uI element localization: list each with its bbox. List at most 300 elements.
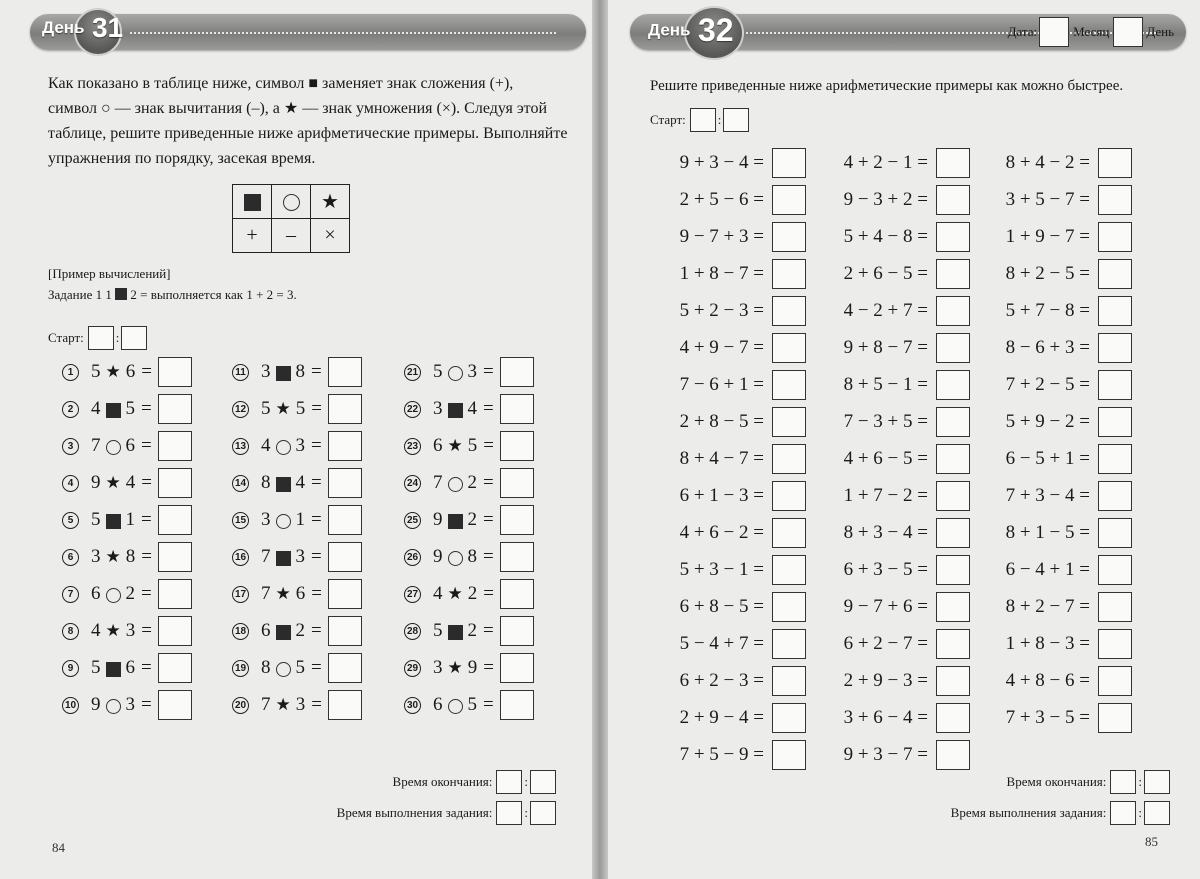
problem-expression: 8 + 1 − 5 = — [1005, 522, 1090, 543]
problem-expression: 6 + 8 − 5 = — [679, 596, 764, 617]
answer-box[interactable] — [772, 185, 806, 215]
problem-number: 10 — [62, 697, 79, 714]
answer-box[interactable] — [936, 481, 970, 511]
problem-item — [232, 468, 362, 498]
equals-sign: = — [483, 694, 494, 715]
problem-number: 25 — [404, 512, 421, 529]
problem-number: 20 — [232, 697, 249, 714]
duration-label: Время выполнения задания: — [336, 805, 493, 820]
operand-b: 4 — [467, 398, 477, 419]
operand-a: 7 — [91, 435, 101, 456]
problem-item — [680, 703, 806, 733]
problem-number: 17 — [232, 586, 249, 603]
problem-item — [62, 542, 192, 572]
problem-number: 4 — [62, 475, 79, 492]
operand-a: 8 — [261, 472, 271, 493]
circle-icon — [448, 473, 463, 493]
problem-item — [680, 185, 806, 215]
circle-icon — [106, 584, 121, 604]
duration-minutes-box[interactable] — [1144, 801, 1170, 825]
answer-box[interactable] — [936, 296, 970, 326]
problem-item — [680, 370, 806, 400]
problem-number: 26 — [404, 549, 421, 566]
problem-number: 1 — [62, 364, 79, 381]
equals-sign: = — [141, 509, 152, 530]
circle-icon — [448, 362, 463, 382]
answer-box[interactable] — [1098, 666, 1132, 696]
problem-item — [62, 616, 192, 646]
square-icon — [244, 194, 261, 211]
symbol-table — [232, 184, 350, 253]
problem-item — [232, 505, 362, 535]
answer-box[interactable] — [328, 394, 362, 424]
problem-item — [1006, 333, 1132, 363]
problem-expression: 8 + 4 − 2 = — [1005, 152, 1090, 173]
start-minutes-box[interactable] — [723, 108, 749, 132]
problem-item — [1006, 407, 1132, 437]
answer-box[interactable] — [328, 616, 362, 646]
star-icon: ★ — [105, 621, 121, 640]
example-title: [Пример вычислений] — [48, 266, 171, 281]
answer-box[interactable] — [936, 444, 970, 474]
answer-box[interactable] — [158, 468, 192, 498]
answer-box[interactable] — [500, 542, 534, 572]
equals-sign: = — [141, 472, 152, 493]
square-icon — [115, 288, 127, 300]
problem-item — [404, 579, 534, 609]
answer-box[interactable] — [1098, 148, 1132, 178]
problem-expression: 4 + 6 − 2 = — [679, 522, 764, 543]
problem-item — [62, 357, 192, 387]
equals-sign: = — [311, 657, 322, 678]
star-icon: ★ — [447, 584, 463, 603]
answer-box[interactable] — [772, 407, 806, 437]
answer-box[interactable] — [500, 505, 534, 535]
answer-box[interactable] — [328, 357, 362, 387]
operand-b: 2 — [125, 583, 135, 604]
equals-sign: = — [311, 398, 322, 419]
answer-box[interactable] — [772, 296, 806, 326]
answer-box[interactable] — [772, 148, 806, 178]
square-icon — [106, 399, 121, 419]
answer-box[interactable] — [1098, 518, 1132, 548]
operand-b: 6 — [125, 361, 136, 382]
problem-number: 27 — [404, 586, 421, 603]
problem-number: 30 — [404, 697, 421, 714]
answer-box[interactable] — [500, 653, 534, 683]
answer-box[interactable] — [772, 666, 806, 696]
operand-b: 2 — [467, 583, 478, 604]
answer-box[interactable] — [936, 370, 970, 400]
operand-a: 4 — [433, 583, 443, 604]
operand-b: 6 — [125, 657, 135, 678]
problem-item — [844, 740, 970, 770]
answer-box[interactable] — [500, 579, 534, 609]
problem-expression: 1 + 9 − 7 = — [1005, 226, 1090, 247]
operand-b: 2 — [467, 472, 477, 493]
answer-box[interactable] — [158, 505, 192, 535]
answer-box[interactable] — [936, 555, 970, 585]
problem-item — [62, 431, 192, 461]
operand-a: 7 — [261, 546, 271, 567]
answer-box[interactable] — [936, 592, 970, 622]
problem-item — [404, 505, 534, 535]
problem-expression: 7 + 5 − 9 = — [679, 744, 764, 765]
problem-expression: 6 + 3 − 5 = — [843, 559, 928, 580]
page-number: 85 — [1145, 834, 1158, 849]
star-icon: ★ — [275, 584, 291, 603]
operand-a: 5 — [91, 509, 101, 530]
equals-sign: = — [141, 657, 152, 678]
answer-box[interactable] — [500, 616, 534, 646]
circle-icon — [276, 436, 291, 456]
book-gutter — [592, 0, 608, 879]
problem-number: 22 — [404, 401, 421, 418]
operand-b: 2 — [467, 620, 477, 641]
answer-box[interactable] — [1098, 370, 1132, 400]
problem-item — [680, 222, 806, 252]
problem-number: 21 — [404, 364, 421, 381]
equals-sign: = — [141, 398, 152, 419]
answer-box[interactable] — [936, 666, 970, 696]
operand-b: 1 — [295, 509, 305, 530]
operand-b: 3 — [125, 620, 136, 641]
intro-line-2: символ ○ — знак вычитания (–), а ★ — знак умножения (×). Следуя этой — [48, 100, 548, 117]
answer-box[interactable] — [1098, 407, 1132, 437]
equals-sign: = — [483, 620, 494, 641]
problem-item — [844, 481, 970, 511]
problem-expression: 4 + 8 − 6 = — [1005, 670, 1090, 691]
problem-item — [404, 431, 534, 461]
problem-item — [404, 468, 534, 498]
page-number: 84 — [52, 840, 65, 855]
end-time-label: Время окончания: — [392, 774, 493, 789]
problem-number: 6 — [62, 549, 79, 566]
problem-item — [232, 394, 362, 424]
duration-hours-box[interactable] — [496, 801, 522, 825]
answer-box[interactable] — [772, 555, 806, 585]
problem-expression: 9 − 7 + 6 = — [843, 596, 928, 617]
equals-sign: = — [483, 657, 494, 678]
problem-expression: 7 − 6 + 1 = — [679, 374, 764, 395]
operand-a: 5 — [91, 657, 101, 678]
answer-box[interactable] — [158, 357, 192, 387]
minus-sign: – — [272, 219, 311, 253]
operand-b: 3 — [295, 694, 306, 715]
answer-box[interactable] — [1098, 185, 1132, 215]
circle-icon — [106, 695, 121, 715]
problem-item — [680, 148, 806, 178]
problem-item — [1006, 666, 1132, 696]
answer-box[interactable] — [772, 592, 806, 622]
answer-box[interactable] — [328, 579, 362, 609]
intro-line-4: упражнения по порядку, засекая время. — [48, 150, 316, 167]
equals-sign: = — [141, 361, 152, 382]
problem-item — [1006, 296, 1132, 326]
operand-b: 8 — [295, 361, 305, 382]
problem-item — [844, 259, 970, 289]
problem-expression: 7 + 3 − 4 = — [1005, 485, 1090, 506]
problem-expression: 6 − 5 + 1 = — [1005, 448, 1090, 469]
problem-expression: 9 + 8 − 7 = — [843, 337, 928, 358]
problem-expression: 8 + 3 − 4 = — [843, 522, 928, 543]
problem-expression: 8 + 4 − 7 = — [679, 448, 764, 469]
problem-item — [404, 542, 534, 572]
answer-box[interactable] — [500, 468, 534, 498]
problem-item — [1006, 370, 1132, 400]
problem-item — [1006, 185, 1132, 215]
right-page — [608, 0, 1200, 879]
answer-box[interactable] — [328, 431, 362, 461]
square-icon — [448, 621, 463, 641]
equals-sign: = — [311, 694, 322, 715]
problem-expression: 6 + 1 − 3 = — [679, 485, 764, 506]
answer-box[interactable] — [772, 481, 806, 511]
day-box[interactable] — [1113, 17, 1143, 47]
problem-item — [62, 690, 192, 720]
problem-expression: 8 + 5 − 1 = — [843, 374, 928, 395]
operand-a: 5 — [433, 620, 443, 641]
answer-box[interactable] — [772, 629, 806, 659]
start-minutes-box[interactable] — [121, 326, 147, 350]
problem-item — [1006, 148, 1132, 178]
answer-box[interactable] — [328, 653, 362, 683]
duration-row: Время выполнения задания: : — [337, 801, 556, 825]
square-icon — [276, 362, 291, 382]
day-badge — [42, 12, 123, 44]
answer-box[interactable] — [936, 148, 970, 178]
operand-b: 8 — [467, 546, 477, 567]
problem-expression: 3 + 5 − 7 = — [1005, 189, 1090, 210]
answer-box[interactable] — [936, 740, 970, 770]
problem-item — [680, 740, 806, 770]
answer-box[interactable] — [1098, 444, 1132, 474]
times-sign: × — [311, 219, 350, 253]
problem-number: 8 — [62, 623, 79, 640]
operand-b: 1 — [125, 509, 135, 530]
square-icon — [276, 473, 291, 493]
answer-box[interactable] — [772, 444, 806, 474]
problem-item — [404, 653, 534, 683]
answer-box[interactable] — [158, 690, 192, 720]
problem-item — [232, 431, 362, 461]
problem-expression: 2 + 8 − 5 = — [679, 411, 764, 432]
answer-box[interactable] — [1098, 481, 1132, 511]
answer-box[interactable] — [772, 333, 806, 363]
problem-expression: 3 + 6 − 4 = — [843, 707, 928, 728]
answer-box[interactable] — [158, 542, 192, 572]
operand-b: 9 — [467, 657, 478, 678]
answer-box[interactable] — [500, 357, 534, 387]
problem-expression: 1 + 8 − 7 = — [679, 263, 764, 284]
circle-icon — [276, 510, 291, 530]
duration-minutes-box[interactable] — [530, 801, 556, 825]
end-minutes-box[interactable] — [1144, 770, 1170, 794]
equals-sign: = — [483, 435, 494, 456]
problem-item — [1006, 444, 1132, 474]
equals-sign: = — [311, 546, 322, 567]
problem-expression: 1 + 7 − 2 = — [843, 485, 928, 506]
operand-a: 4 — [91, 398, 101, 419]
star-icon: ★ — [321, 191, 339, 213]
problem-expression: 9 + 3 − 7 = — [843, 744, 928, 765]
operand-a: 9 — [91, 472, 101, 493]
problem-number: 18 — [232, 623, 249, 640]
answer-box[interactable] — [936, 333, 970, 363]
problem-expression: 2 + 9 − 4 = — [679, 707, 764, 728]
problem-item — [1006, 592, 1132, 622]
operand-a: 4 — [261, 435, 271, 456]
end-minutes-box[interactable] — [530, 770, 556, 794]
problem-number: 14 — [232, 475, 249, 492]
equals-sign: = — [311, 509, 322, 530]
problem-number: 7 — [62, 586, 79, 603]
answer-box[interactable] — [1098, 555, 1132, 585]
answer-box[interactable] — [772, 740, 806, 770]
circle-icon — [448, 695, 463, 715]
answer-box[interactable] — [1098, 703, 1132, 733]
answer-box[interactable] — [936, 185, 970, 215]
equals-sign: = — [311, 472, 322, 493]
month-label: Месяц — [1073, 24, 1110, 39]
answer-box[interactable] — [936, 629, 970, 659]
answer-box[interactable] — [158, 431, 192, 461]
problem-expression: 6 + 2 − 3 = — [679, 670, 764, 691]
answer-box[interactable] — [328, 690, 362, 720]
problem-item — [680, 666, 806, 696]
problem-item — [844, 629, 970, 659]
end-hours-box[interactable] — [1110, 770, 1136, 794]
problem-item — [844, 666, 970, 696]
duration-hours-box[interactable] — [1110, 801, 1136, 825]
answer-box[interactable] — [1098, 592, 1132, 622]
instruction: Решите приведенные ниже арифметические примеры как можно быстрее. — [650, 78, 1124, 94]
star-icon: ★ — [105, 547, 121, 566]
answer-box[interactable] — [500, 690, 534, 720]
answer-box[interactable] — [936, 518, 970, 548]
problem-item — [680, 555, 806, 585]
operand-a: 9 — [433, 546, 443, 567]
star-icon: ★ — [275, 695, 291, 714]
star-icon: ★ — [275, 399, 291, 418]
equals-sign: = — [483, 472, 494, 493]
problem-expression: 4 + 2 − 1 = — [843, 152, 928, 173]
operand-b: 3 — [295, 435, 305, 456]
answer-box[interactable] — [936, 259, 970, 289]
start-label: Старт: — [650, 112, 686, 127]
answer-box[interactable] — [328, 542, 362, 572]
answer-box[interactable] — [500, 394, 534, 424]
square-icon — [448, 399, 463, 419]
operand-a: 4 — [91, 620, 101, 641]
problem-item — [1006, 703, 1132, 733]
problem-item — [1006, 518, 1132, 548]
operand-b: 5 — [467, 694, 477, 715]
answer-box[interactable] — [1098, 222, 1132, 252]
problem-expression: 8 − 6 + 3 = — [1005, 337, 1090, 358]
start-time-row — [48, 326, 147, 350]
problem-item — [1006, 481, 1132, 511]
answer-box[interactable] — [158, 653, 192, 683]
problem-number: 19 — [232, 660, 249, 677]
problem-item — [680, 444, 806, 474]
end-hours-box[interactable] — [496, 770, 522, 794]
operand-a: 6 — [261, 620, 271, 641]
operand-b: 3 — [125, 694, 135, 715]
answer-box[interactable] — [328, 468, 362, 498]
problem-item — [844, 222, 970, 252]
operand-a: 7 — [261, 694, 271, 715]
problem-expression: 2 + 6 − 5 = — [843, 263, 928, 284]
problem-number: 28 — [404, 623, 421, 640]
problem-number: 13 — [232, 438, 249, 455]
circle-icon — [106, 436, 121, 456]
answer-box[interactable] — [772, 222, 806, 252]
answer-box[interactable] — [1098, 259, 1132, 289]
operand-a: 3 — [433, 657, 443, 678]
example-task — [48, 287, 297, 303]
start-hours-box[interactable] — [690, 108, 716, 132]
answer-box[interactable] — [772, 259, 806, 289]
answer-box[interactable] — [158, 616, 192, 646]
answer-box[interactable] — [772, 518, 806, 548]
problem-item — [844, 148, 970, 178]
answer-box[interactable] — [500, 431, 534, 461]
problem-item — [844, 333, 970, 363]
day-word: День — [1146, 24, 1174, 39]
problem-expression: 7 − 3 + 5 = — [843, 411, 928, 432]
problem-number: 16 — [232, 549, 249, 566]
operand-b: 5 — [467, 435, 478, 456]
answer-box[interactable] — [1098, 333, 1132, 363]
equals-sign: = — [141, 546, 152, 567]
problem-item — [844, 370, 970, 400]
answer-box[interactable] — [1098, 629, 1132, 659]
operand-b: 6 — [125, 435, 135, 456]
equals-sign: = — [483, 361, 494, 382]
problem-expression: 5 + 3 − 1 = — [679, 559, 764, 580]
answer-box[interactable] — [1098, 296, 1132, 326]
start-hours-box[interactable] — [88, 326, 114, 350]
problem-expression: 6 + 2 − 7 = — [843, 633, 928, 654]
circle-icon — [448, 547, 463, 567]
answer-box[interactable] — [772, 370, 806, 400]
day-label: День — [648, 20, 691, 40]
problem-item — [844, 444, 970, 474]
answer-box[interactable] — [936, 407, 970, 437]
operand-b: 4 — [295, 472, 305, 493]
intro-line-1: Как показано в таблице ниже, символ ■ заменяет знак сложения (+), — [48, 75, 514, 92]
problem-expression: 5 + 9 − 2 = — [1005, 411, 1090, 432]
answer-box[interactable] — [158, 579, 192, 609]
problem-expression: 2 + 5 − 6 = — [679, 189, 764, 210]
problem-expression: 7 + 2 − 5 = — [1005, 374, 1090, 395]
star-icon: ★ — [447, 436, 463, 455]
answer-box[interactable] — [772, 703, 806, 733]
answer-box[interactable] — [328, 505, 362, 535]
month-box[interactable] — [1039, 17, 1069, 47]
answer-box[interactable] — [936, 703, 970, 733]
answer-box[interactable] — [158, 394, 192, 424]
operand-b: 6 — [295, 583, 306, 604]
problem-item — [680, 481, 806, 511]
problem-expression: 5 + 7 − 8 = — [1005, 300, 1090, 321]
start-time-row: Старт: : — [650, 108, 749, 132]
equals-sign: = — [483, 509, 494, 530]
star-icon: ★ — [105, 473, 121, 492]
answer-box[interactable] — [936, 222, 970, 252]
problem-expression: 6 − 4 + 1 = — [1005, 559, 1090, 580]
